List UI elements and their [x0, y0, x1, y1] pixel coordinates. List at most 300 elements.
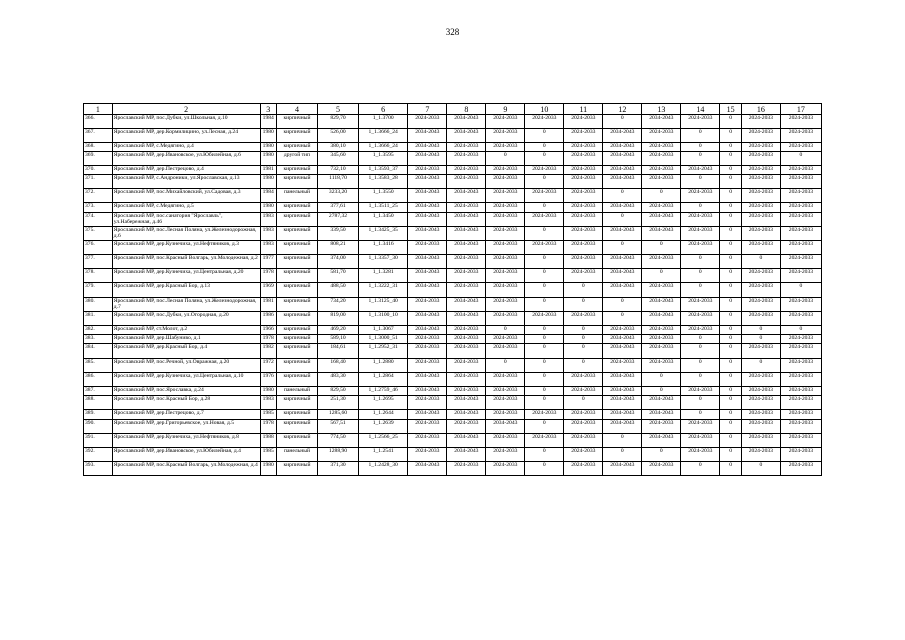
- table-cell: 2024-2033: [642, 325, 681, 334]
- table-cell: 2024-2033: [741, 226, 780, 240]
- table-cell: Ярославский МР, пос.Красный Волгарь, ул.Молодежная, д.2: [112, 254, 260, 268]
- table-cell: 2024-2033: [780, 395, 821, 410]
- table-cell: 2024-2033: [681, 419, 720, 433]
- table-cell: 1_1.2428_30: [359, 461, 408, 475]
- table-row: [84, 311, 822, 325]
- table-cell: 1_1.2864: [359, 372, 408, 386]
- table-cell: кирпичный: [276, 115, 317, 129]
- table-cell: 2024-2033: [408, 334, 447, 343]
- table-cell: 2034-2043: [408, 268, 447, 282]
- table-cell: панельный: [276, 447, 317, 461]
- table-cell: 1978: [260, 334, 276, 343]
- table-cell: 2024-2033: [741, 166, 780, 175]
- table-cell: 2024-2033: [681, 311, 720, 325]
- table-cell: 168,40: [318, 358, 359, 372]
- table-cell: 1_1.3511_25: [359, 203, 408, 212]
- table-row: [84, 410, 822, 419]
- table-cell: кирпичный: [276, 203, 317, 212]
- table-cell: 372.: [84, 189, 113, 203]
- table-cell: 251,30: [318, 395, 359, 410]
- table-cell: 1_1.2541: [359, 447, 408, 461]
- table-cell: 2024-2033: [564, 203, 603, 212]
- table-cell: 1_1.2644: [359, 410, 408, 419]
- table-cell: 2024-2033: [642, 143, 681, 152]
- table-cell: 1_1.3222_31: [359, 282, 408, 297]
- table-cell: 0: [525, 254, 564, 268]
- table-cell: 1982: [260, 344, 276, 359]
- table-cell: 2024-2033: [525, 212, 564, 226]
- table-cell: 2024-2033: [525, 433, 564, 447]
- table-cell: 0: [603, 189, 642, 203]
- table-cell: 0: [486, 325, 525, 334]
- table-cell: 2024-2033: [741, 143, 780, 152]
- table-row: [84, 189, 822, 203]
- table-cell: 0: [681, 344, 720, 359]
- table-cell: 0: [525, 297, 564, 311]
- table-row: [84, 115, 822, 129]
- table-cell: 0: [720, 311, 742, 325]
- table-cell: 2024-2033: [780, 433, 821, 447]
- table-cell: 2024-2033: [780, 372, 821, 386]
- table-cell: 0: [741, 358, 780, 372]
- column-header: 6: [359, 104, 408, 115]
- table-cell: 2034-2043: [447, 240, 486, 254]
- table-cell: кирпичный: [276, 410, 317, 419]
- table-cell: 2034-2043: [408, 254, 447, 268]
- table-cell: 2024-2033: [447, 282, 486, 297]
- column-header: 12: [603, 104, 642, 115]
- table-cell: 2034-2043: [603, 226, 642, 240]
- table-cell: 1_1.3593_37: [359, 166, 408, 175]
- table-cell: 732,10: [318, 166, 359, 175]
- table-cell: 2024-2033: [681, 433, 720, 447]
- table-cell: 2024-2033: [741, 297, 780, 311]
- table-cell: 2024-2033: [780, 240, 821, 254]
- table-cell: 0: [681, 410, 720, 419]
- table-cell: 2034-2043: [603, 166, 642, 175]
- table-cell: 2024-2033: [642, 282, 681, 297]
- table-cell: кирпичный: [276, 372, 317, 386]
- table-cell: 0: [720, 175, 742, 189]
- table-row: [84, 358, 822, 372]
- table-cell: 2024-2033: [780, 212, 821, 226]
- table-cell: Ярославский МР, пос.Дубки, ул.Школьная, д.10: [112, 115, 260, 129]
- table-cell: 1983: [260, 240, 276, 254]
- table-cell: 2034-2043: [447, 410, 486, 419]
- table-row: [84, 143, 822, 152]
- table-cell: 469,20: [318, 325, 359, 334]
- table-cell: 2034-2043: [408, 143, 447, 152]
- table-cell: 2034-2043: [408, 129, 447, 143]
- column-header: 16: [741, 104, 780, 115]
- table-cell: 0: [525, 334, 564, 343]
- table-cell: 0: [741, 254, 780, 268]
- table-cell: 366.: [84, 115, 113, 129]
- table-cell: 2034-2043: [642, 433, 681, 447]
- table-cell: 2024-2033: [642, 358, 681, 372]
- table-cell: 2024-2033: [780, 175, 821, 189]
- table-cell: 0: [780, 152, 821, 166]
- table-cell: 2024-2033: [741, 311, 780, 325]
- table-cell: 0: [564, 344, 603, 359]
- column-header: 8: [447, 104, 486, 115]
- table-cell: Ярославский МР, дер.Кузнечиха, ул.Центральная, д.20: [112, 268, 260, 282]
- table-cell: Ярославский МР, пос.Лесная Поляна, ул.Железнодорожная, д.6: [112, 226, 260, 240]
- table-cell: 1118,70: [318, 175, 359, 189]
- table-cell: 0: [603, 433, 642, 447]
- table-cell: 2034-2043: [603, 268, 642, 282]
- table-cell: 2024-2033: [447, 268, 486, 282]
- table-cell: 1_1.3067: [359, 325, 408, 334]
- table-cell: 2034-2043: [642, 212, 681, 226]
- table-cell: 1_1.3583_28: [359, 175, 408, 189]
- table-cell: 2024-2033: [447, 143, 486, 152]
- table-cell: 2024-2033: [642, 461, 681, 475]
- table-cell: 374,00: [318, 254, 359, 268]
- table-cell: 0: [681, 334, 720, 343]
- table-cell: 0: [681, 152, 720, 166]
- table-cell: 0: [525, 386, 564, 395]
- column-header: 17: [780, 104, 821, 115]
- column-header: 15: [720, 104, 742, 115]
- table-row: [84, 325, 822, 334]
- table-cell: 2024-2033: [447, 175, 486, 189]
- table-cell: 2024-2033: [741, 115, 780, 129]
- table-cell: 0: [525, 344, 564, 359]
- table-cell: 2024-2033: [525, 189, 564, 203]
- table-cell: 0: [564, 325, 603, 334]
- table-cell: 1977: [260, 254, 276, 268]
- table-cell: 391.: [84, 433, 113, 447]
- table-cell: кирпичный: [276, 254, 317, 268]
- table-cell: 377.: [84, 254, 113, 268]
- table-cell: 2024-2033: [741, 433, 780, 447]
- table-cell: 1_1.3550: [359, 189, 408, 203]
- table-cell: 2024-2033: [681, 212, 720, 226]
- table-cell: 1980: [260, 461, 276, 475]
- table-cell: кирпичный: [276, 240, 317, 254]
- table-cell: 0: [525, 358, 564, 372]
- table-cell: 1_1.3425_35: [359, 226, 408, 240]
- table-cell: 1_1.3450: [359, 212, 408, 226]
- table-cell: 2024-2033: [486, 447, 525, 461]
- table-row: [84, 297, 822, 311]
- table-cell: Ярославский МР, пос.Красный Волгарь, ул.Молодежная, д.4: [112, 461, 260, 475]
- table-cell: 0: [681, 175, 720, 189]
- table-cell: 2024-2033: [780, 129, 821, 143]
- table-cell: 380,10: [318, 143, 359, 152]
- table-cell: 2024-2033: [780, 189, 821, 203]
- table-cell: 2024-2033: [486, 372, 525, 386]
- table-cell: 2024-2033: [486, 297, 525, 311]
- table-cell: 1_1.3281: [359, 268, 408, 282]
- table-cell: 0: [780, 325, 821, 334]
- table-cell: 2024-2033: [780, 166, 821, 175]
- table-cell: 0: [525, 395, 564, 410]
- table-cell: 392.: [84, 447, 113, 461]
- table-cell: 379.: [84, 282, 113, 297]
- table-cell: 2787,32: [318, 212, 359, 226]
- table-cell: Ярославский МР, дер.Ивановское, ул.Юбилейная, д.4: [112, 447, 260, 461]
- table-cell: 0: [720, 212, 742, 226]
- table-cell: 2024-2033: [486, 433, 525, 447]
- table-cell: 1986: [260, 311, 276, 325]
- table-cell: 0: [564, 334, 603, 343]
- table-cell: 368.: [84, 143, 113, 152]
- table-cell: 2024-2033: [642, 203, 681, 212]
- table-cell: 0: [642, 268, 681, 282]
- table-cell: 774,50: [318, 433, 359, 447]
- table-cell: 2034-2043: [408, 325, 447, 334]
- table-cell: 2024-2033: [486, 115, 525, 129]
- table-cell: 2024-2033: [408, 115, 447, 129]
- table-cell: 1984: [260, 115, 276, 129]
- table-cell: 0: [486, 358, 525, 372]
- table-cell: 2024-2033: [642, 152, 681, 166]
- table-cell: 2034-2043: [408, 311, 447, 325]
- table-cell: 2034-2043: [447, 447, 486, 461]
- table-cell: 0: [720, 129, 742, 143]
- table-row: [84, 203, 822, 212]
- table-cell: 2034-2043: [603, 334, 642, 343]
- table-cell: 2024-2033: [780, 334, 821, 343]
- table-row: [84, 152, 822, 166]
- table-cell: 2034-2043: [603, 175, 642, 189]
- table-cell: 2024-2033: [525, 311, 564, 325]
- table-cell: 819,00: [318, 311, 359, 325]
- table-cell: 2034-2043: [486, 419, 525, 433]
- table-cell: 369.: [84, 152, 113, 166]
- table-cell: 1984: [260, 189, 276, 203]
- table-cell: 2034-2043: [447, 212, 486, 226]
- table-cell: 2024-2033: [447, 254, 486, 268]
- table-cell: 0: [681, 461, 720, 475]
- table-cell: 2024-2033: [780, 268, 821, 282]
- table-row: [84, 447, 822, 461]
- table-cell: 0: [642, 372, 681, 386]
- table-cell: 2024-2033: [564, 419, 603, 433]
- column-header: 5: [318, 104, 359, 115]
- table-cell: 2024-2033: [564, 152, 603, 166]
- table-cell: Ярославский МР, дер.Красный Бор, д.13: [112, 282, 260, 297]
- table-cell: 2024-2033: [564, 268, 603, 282]
- table-cell: 0: [525, 447, 564, 461]
- table-cell: 829,70: [318, 115, 359, 129]
- table-cell: 2034-2043: [408, 226, 447, 240]
- table-cell: 2024-2033: [741, 212, 780, 226]
- table-row: [84, 268, 822, 282]
- table-cell: 1980: [260, 175, 276, 189]
- table-cell: 2024-2033: [486, 282, 525, 297]
- table-cell: 367.: [84, 129, 113, 143]
- table-cell: 2024-2033: [486, 395, 525, 410]
- table-row: [84, 175, 822, 189]
- table-cell: 2024-2033: [564, 372, 603, 386]
- table-cell: 2024-2033: [408, 447, 447, 461]
- table-cell: 3233,20: [318, 189, 359, 203]
- table-cell: 2024-2033: [681, 189, 720, 203]
- table-cell: 2024-2033: [486, 189, 525, 203]
- table-cell: 2024-2033: [564, 240, 603, 254]
- table-cell: 0: [564, 395, 603, 410]
- table-cell: 2024-2033: [780, 254, 821, 268]
- table-cell: 2034-2043: [447, 226, 486, 240]
- table-cell: 2034-2043: [603, 143, 642, 152]
- table-cell: 2034-2043: [408, 152, 447, 166]
- table-cell: 2024-2033: [486, 410, 525, 419]
- table-cell: 2024-2033: [741, 175, 780, 189]
- table-cell: Ярославский МР, дер.Григорьевское, ул.Новая, д.5: [112, 419, 260, 433]
- table-cell: 2024-2033: [780, 386, 821, 395]
- table-cell: 2024-2033: [780, 311, 821, 325]
- table-cell: 374.: [84, 212, 113, 226]
- table-cell: 483,30: [318, 372, 359, 386]
- table-cell: 2034-2043: [408, 175, 447, 189]
- table-cell: 1_1.3357_30: [359, 254, 408, 268]
- table-cell: кирпичный: [276, 226, 317, 240]
- column-header: 11: [564, 104, 603, 115]
- table-cell: 734,20: [318, 297, 359, 311]
- table-cell: 2024-2033: [780, 344, 821, 359]
- table-cell: 2024-2033: [486, 254, 525, 268]
- table-cell: 2034-2043: [642, 297, 681, 311]
- table-cell: 2034-2043: [408, 203, 447, 212]
- table-cell: 1_1.2566_25: [359, 433, 408, 447]
- table-cell: 1_1.3700: [359, 115, 408, 129]
- table-cell: 1985: [260, 410, 276, 419]
- table-cell: 2024-2033: [780, 419, 821, 433]
- table-cell: 2024-2033: [741, 203, 780, 212]
- column-header: 10: [525, 104, 564, 115]
- table-cell: кирпичный: [276, 268, 317, 282]
- table-cell: 0: [720, 268, 742, 282]
- table-cell: 2024-2033: [681, 447, 720, 461]
- table-cell: 2024-2033: [780, 461, 821, 475]
- table-cell: 2034-2043: [642, 311, 681, 325]
- table-cell: 2024-2033: [681, 115, 720, 129]
- table-row: [84, 282, 822, 297]
- table-cell: 0: [681, 358, 720, 372]
- table-cell: 0: [720, 372, 742, 386]
- table-cell: 0: [525, 226, 564, 240]
- table-cell: другой тип: [276, 152, 317, 166]
- table-cell: 0: [720, 203, 742, 212]
- table-cell: 808,21: [318, 240, 359, 254]
- table-cell: 2034-2043: [603, 254, 642, 268]
- page-number: 328: [445, 27, 460, 37]
- table-cell: 2024-2033: [486, 166, 525, 175]
- table-cell: Ярославский МР, дер.Шабуниво, д.1: [112, 334, 260, 343]
- table-cell: 2034-2043: [603, 395, 642, 410]
- table-cell: 377,61: [318, 203, 359, 212]
- table-cell: Ярославский МР, дер.Кузнечиха, ул.Центральная, д.10: [112, 372, 260, 386]
- table-cell: Ярославский МР, с.Андроники, ул.Ярославская, д.13: [112, 175, 260, 189]
- table-cell: 2024-2033: [780, 297, 821, 311]
- table-cell: 1976: [260, 372, 276, 386]
- table-cell: Ярославский МР, с.Медягино, д.5: [112, 203, 260, 212]
- column-header: 2: [112, 104, 260, 115]
- table-cell: 2024-2033: [447, 203, 486, 212]
- table-cell: 0: [525, 282, 564, 297]
- table-cell: 2024-2033: [564, 410, 603, 419]
- table-cell: панельный: [276, 386, 317, 395]
- table-cell: 1_1.2759_46: [359, 386, 408, 395]
- column-header: 3: [260, 104, 276, 115]
- table-cell: 488,50: [318, 282, 359, 297]
- table-row: [84, 386, 822, 395]
- table-cell: 0: [720, 447, 742, 461]
- table-cell: 2024-2033: [408, 433, 447, 447]
- table-cell: 0: [681, 268, 720, 282]
- table-cell: Ярославский МР, дер.Пестрецово, д.7: [112, 410, 260, 419]
- table-cell: 2024-2033: [525, 115, 564, 129]
- table-cell: 0: [720, 282, 742, 297]
- table-cell: кирпичный: [276, 419, 317, 433]
- table-cell: 2034-2043: [603, 152, 642, 166]
- table-cell: Ярославский МР, дер.Кормилицино, ул.Лесная, д.24: [112, 129, 260, 143]
- table-cell: 2024-2033: [681, 325, 720, 334]
- table-cell: 2034-2043: [447, 297, 486, 311]
- table-cell: 0: [720, 226, 742, 240]
- table-cell: 0: [603, 447, 642, 461]
- table-cell: 1_1.3595: [359, 152, 408, 166]
- table-cell: 2034-2043: [447, 311, 486, 325]
- table-cell: 0: [486, 152, 525, 166]
- table-cell: 2024-2033: [642, 166, 681, 175]
- table-cell: 2024-2033: [642, 344, 681, 359]
- table-cell: 0: [720, 386, 742, 395]
- table-cell: 0: [720, 325, 742, 334]
- table-cell: 2034-2043: [408, 386, 447, 395]
- table-cell: 1988: [260, 433, 276, 447]
- table-cell: 2024-2033: [741, 268, 780, 282]
- table-cell: 2024-2033: [525, 410, 564, 419]
- table-cell: 1985: [260, 447, 276, 461]
- housing-register-table: [83, 103, 822, 476]
- table-cell: 389.: [84, 410, 113, 419]
- table-cell: 2024-2033: [564, 166, 603, 175]
- table-cell: 2034-2043: [603, 461, 642, 475]
- column-header: 1: [84, 104, 113, 115]
- table-cell: 2024-2033: [486, 226, 525, 240]
- table-cell: кирпичный: [276, 433, 317, 447]
- table-cell: 1978: [260, 419, 276, 433]
- table-cell: 0: [720, 461, 742, 475]
- table-cell: 2034-2043: [447, 395, 486, 410]
- table-row: [84, 395, 822, 410]
- table-cell: 0: [564, 297, 603, 311]
- table-cell: 0: [780, 282, 821, 297]
- table-cell: Ярославский МР, пос.Ярославка, д.24: [112, 386, 260, 395]
- table-cell: 0: [720, 419, 742, 433]
- table-cell: 1980: [260, 143, 276, 152]
- table-cell: 371.: [84, 175, 113, 189]
- table-cell: кирпичный: [276, 166, 317, 175]
- table-row: [84, 226, 822, 240]
- table-cell: 2034-2043: [447, 189, 486, 203]
- table-cell: 0: [720, 152, 742, 166]
- table-cell: 0: [681, 203, 720, 212]
- table-cell: кирпичный: [276, 325, 317, 334]
- table-cell: 0: [681, 143, 720, 152]
- table-cell: 0: [681, 372, 720, 386]
- table-cell: 345,60: [318, 152, 359, 166]
- table-cell: 2024-2033: [447, 152, 486, 166]
- table-cell: 2034-2043: [603, 203, 642, 212]
- table-cell: 184,61: [318, 344, 359, 359]
- table-cell: кирпичный: [276, 395, 317, 410]
- table-cell: 2024-2033: [741, 386, 780, 395]
